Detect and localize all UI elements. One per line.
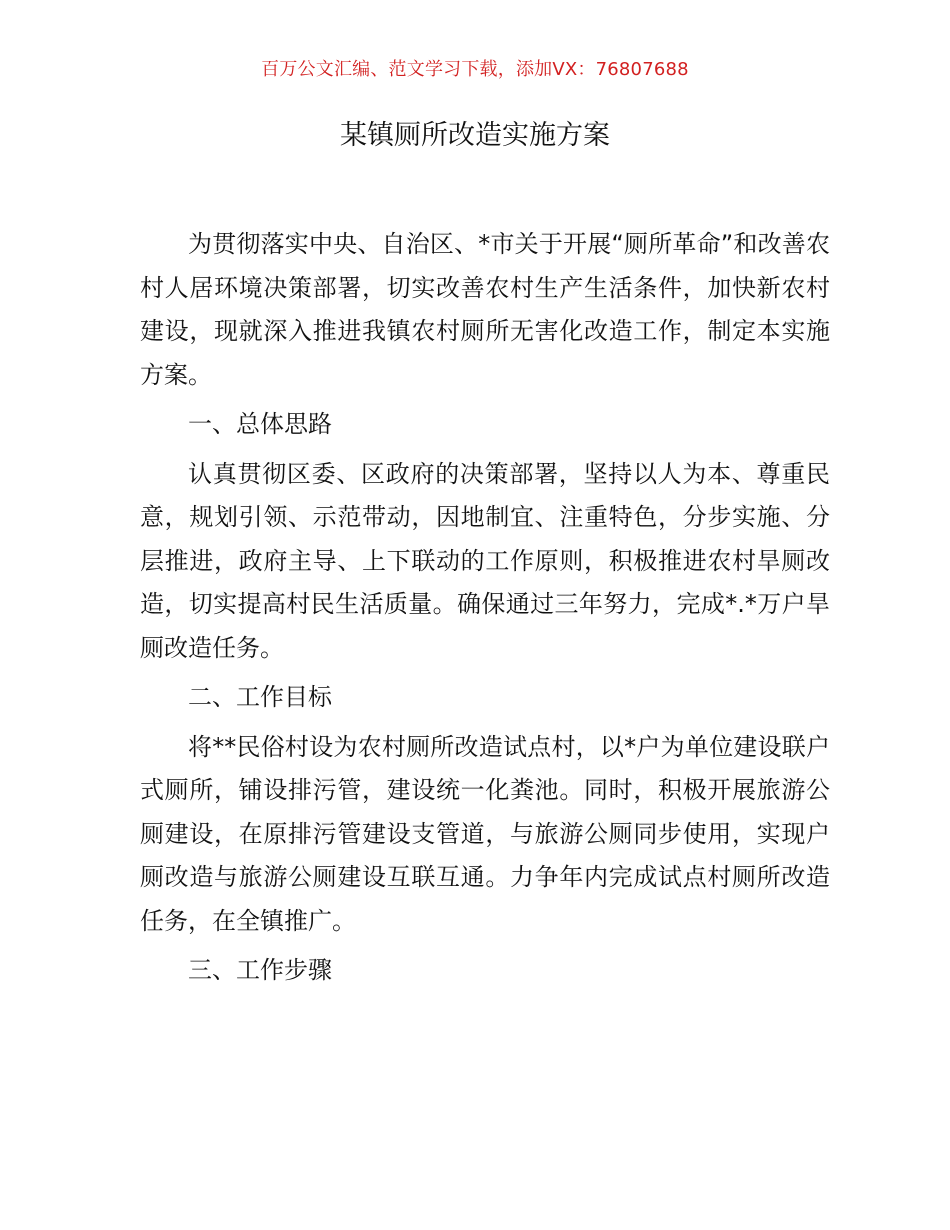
watermark-header: 百万公文汇编、范文学习下载，添加VX：76807688 bbox=[261, 59, 689, 80]
section-heading-3: 三、工作步骤 bbox=[188, 956, 332, 984]
section-heading-1: 一、总体思路 bbox=[188, 410, 332, 438]
document-title: 某镇厕所改造实施方案 bbox=[340, 120, 610, 151]
section-body-2: 将**民俗村设为农村厕所改造试点村，以*户为单位建设联户式厕所，铺设排污管，建设统一化粪池。同时，积极开展旅游公厕建设，在原排污管建设支管道，与旅游公厕同步使用，实现户厕改造与旅游公厕建设互联互通。力争年内完成试点村厕所改造任务，在全镇推广。 bbox=[140, 732, 830, 935]
section-heading-2: 二、工作目标 bbox=[188, 683, 332, 711]
section-body-1: 认真贯彻区委、区政府的决策部署，坚持以人为本、尊重民意，规划引领、示范带动，因地制宜、注重特色，分步实施、分层推进，政府主导、上下联动的工作原则，积极推进农村旱厕改造，切实提高村民生活质量。确保通过三年努力，完成*.*万户旱厕改造任务。 bbox=[140, 459, 830, 662]
document-body bbox=[140, 223, 830, 999]
intro-paragraph: 为贯彻落实中央、自治区、*市关于开展“厕所革命”和改善农村人居环境决策部署，切实改善农村生产生活条件，加快新农村建设，现就深入推进我镇农村厕所无害化改造工作，制定本实施方案。 bbox=[140, 230, 830, 389]
